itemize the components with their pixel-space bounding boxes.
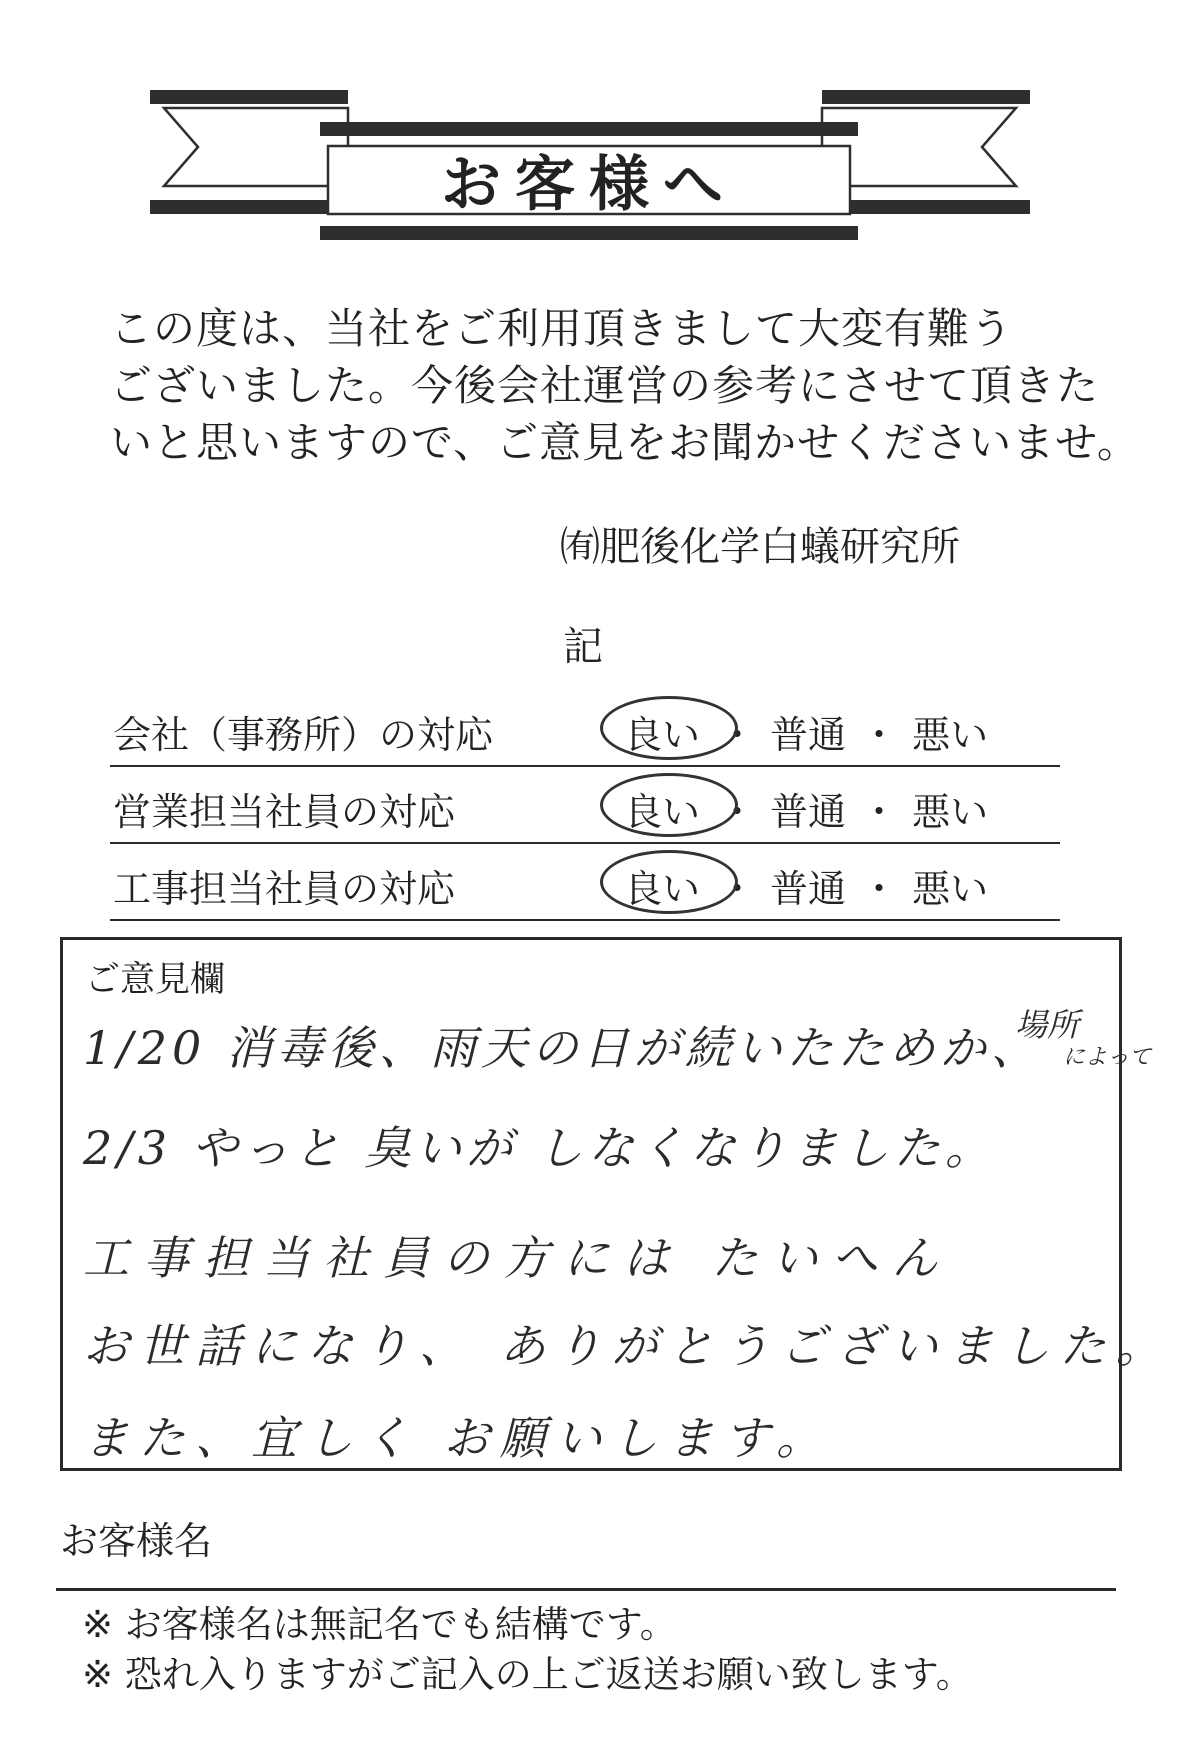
option-bad[interactable]: 悪い	[912, 713, 989, 757]
option-normal[interactable]: 普通	[770, 790, 847, 834]
section-heading: 記	[563, 624, 603, 670]
handwritten-line: また、宜しく お願いします。	[83, 1411, 832, 1465]
intro-line: ございました。今後会社運営の参考にさせて頂きた	[110, 361, 1100, 410]
option-separator: ・	[718, 867, 757, 911]
option-normal[interactable]: 普通	[770, 713, 847, 757]
rating-row-office	[110, 690, 1060, 767]
rating-options	[620, 858, 988, 913]
banner-title: お客様へ	[441, 150, 737, 220]
note-line: ※ 恐れ入りますがご記入の上ご返送お願い致します。	[82, 1653, 973, 1696]
option-bad[interactable]: 悪い	[912, 790, 989, 834]
option-bad[interactable]: 悪い	[912, 867, 989, 911]
handwritten-line: 1/20 消毒後、雨天の日が続いたためか、	[83, 1021, 1042, 1075]
handwritten-line: 2/3 やっと 臭いが しなくなりました。	[83, 1121, 996, 1175]
rating-options	[620, 781, 988, 836]
handwritten-aside: 場所	[1015, 1006, 1080, 1044]
intro-paragraph	[110, 300, 1140, 471]
comments-title: ご意見欄	[85, 960, 226, 1000]
customer-name-field[interactable]	[56, 1588, 1116, 1591]
option-normal[interactable]: 普通	[770, 867, 847, 911]
rating-options	[620, 704, 988, 759]
rating-table	[110, 690, 1060, 921]
option-separator: ・	[718, 790, 757, 834]
handwritten-aside: によって	[1063, 1045, 1152, 1070]
title-banner	[150, 90, 1030, 270]
option-good[interactable]: 良い	[620, 858, 704, 913]
rating-row-construction	[110, 844, 1060, 921]
handwritten-line: お世話になり、 ありがとうございました。	[83, 1319, 1172, 1373]
handwritten-line: 工事担当社員の方には たいへん	[83, 1231, 952, 1285]
option-separator: ・	[860, 790, 899, 834]
intro-line: いと思いますので、ご意見をお聞かせくださいませ。	[110, 418, 1140, 467]
option-good[interactable]: 良い	[620, 704, 704, 759]
rating-label: 工事担当社員の対応	[113, 867, 456, 911]
company-name: ㈲肥後化学白蟻研究所	[560, 524, 960, 570]
rating-label: 営業担当社員の対応	[113, 790, 456, 834]
option-separator: ・	[718, 713, 757, 757]
comments-box[interactable]	[60, 937, 1172, 1471]
rating-row-sales	[110, 767, 1060, 844]
rating-label: 会社（事務所）の対応	[113, 713, 494, 757]
notes	[82, 1600, 973, 1700]
option-separator: ・	[860, 867, 899, 911]
note-line: ※ お客様名は無記名でも結構です。	[82, 1603, 677, 1646]
option-good[interactable]: 良い	[620, 781, 704, 836]
intro-line: この度は、当社をご利用頂きまして大変有難う	[110, 304, 1014, 353]
customer-name-label: お客様名	[60, 1519, 213, 1563]
option-separator: ・	[860, 713, 899, 757]
